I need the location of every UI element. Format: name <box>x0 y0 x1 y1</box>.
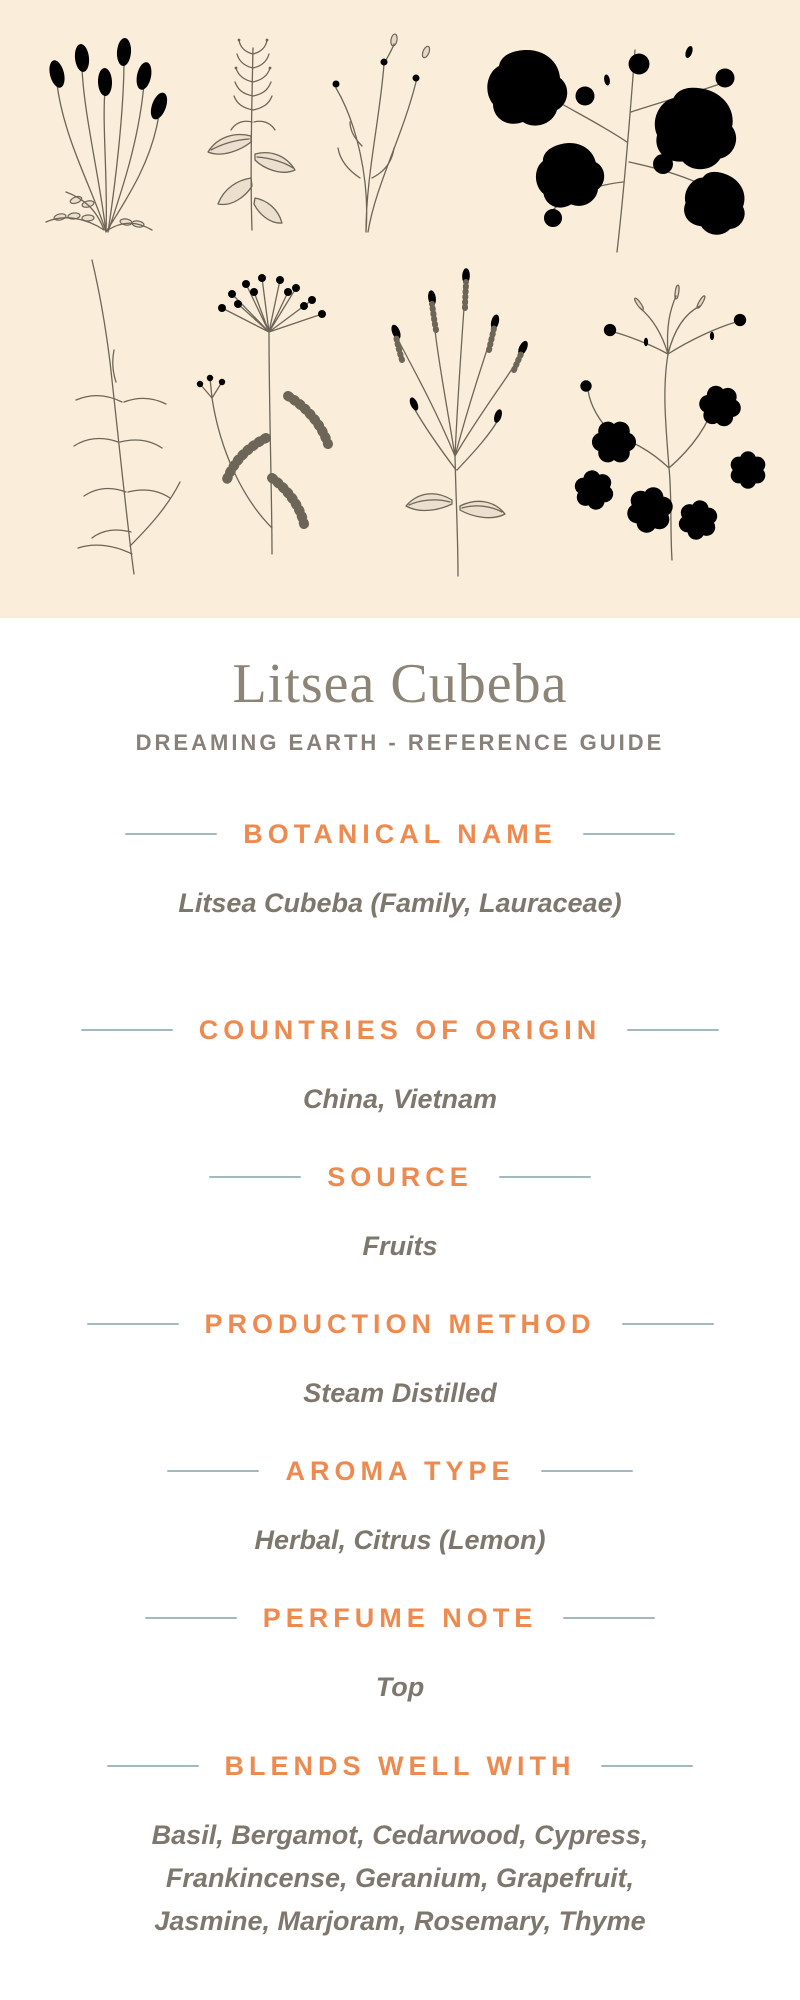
section-countries-of-origin <box>0 1014 800 1121</box>
section-value: Litsea Cubeba (Family, Lauraceae) <box>178 888 622 919</box>
section-perfume-note <box>0 1602 800 1709</box>
divider-line <box>87 1323 179 1325</box>
reference-content <box>0 652 800 1943</box>
divider-line <box>622 1323 714 1325</box>
divider-line <box>81 1029 173 1031</box>
page-title: Litsea Cubeba <box>232 653 568 715</box>
yarrow-illustration <box>170 246 365 556</box>
page-subtitle: DREAMING EARTH - REFERENCE GUIDE <box>135 730 665 756</box>
section-value: China, Vietnam <box>302 1083 498 1114</box>
section-label: PERFUME NOTE <box>262 1603 538 1634</box>
divider-line <box>583 833 675 835</box>
section-value: Herbal, Citrus (Lemon) <box>254 1525 546 1556</box>
divider-line <box>145 1617 237 1619</box>
section-header <box>0 818 800 850</box>
section-header <box>0 1455 800 1487</box>
sage-illustration <box>196 34 304 232</box>
divider-line <box>627 1029 719 1031</box>
section-label: COUNTRIES OF ORIGIN <box>198 1014 602 1045</box>
section-blends-well-with <box>0 1750 800 1944</box>
section-value: Top <box>375 1672 425 1703</box>
divider-line <box>125 833 217 835</box>
divider-line <box>167 1470 259 1472</box>
verbena-illustration <box>364 238 546 578</box>
section-source <box>0 1161 800 1268</box>
section-label: PRODUCTION METHOD <box>204 1308 596 1339</box>
section-aroma-type <box>0 1455 800 1562</box>
geranium-illustration <box>550 266 788 562</box>
section-label: BOTANICAL NAME <box>243 819 557 850</box>
section-label: SOURCE <box>327 1161 473 1192</box>
section-header <box>0 1308 800 1340</box>
section-botanical-name <box>0 818 800 925</box>
cornflower-illustration <box>298 26 436 234</box>
section-header <box>0 1014 800 1046</box>
section-value: Fruits <box>362 1230 438 1261</box>
salad-burnet-illustration <box>26 30 186 235</box>
section-header <box>0 1602 800 1634</box>
section-label: BLENDS WELL WITH <box>224 1750 576 1781</box>
divider-line <box>563 1617 655 1619</box>
divider-line <box>541 1470 633 1472</box>
divider-line <box>209 1176 301 1178</box>
divider-line <box>601 1765 693 1767</box>
section-production-method <box>0 1308 800 1415</box>
section-value: Steam Distilled <box>303 1377 497 1408</box>
section-label: AROMA TYPE <box>285 1456 515 1487</box>
section-header <box>0 1750 800 1782</box>
divider-line <box>107 1765 199 1767</box>
section-header <box>0 1161 800 1193</box>
mallow-illustration <box>465 20 780 255</box>
section-value: Basil, Bergamot, Cedarwood, Cypress, Frankincense, Geranium, Grapefruit, Jasmine, Marjoram, Rosemary, Thyme <box>151 1819 649 1936</box>
botanical-illustration-panel <box>0 0 800 618</box>
divider-line <box>499 1176 591 1178</box>
